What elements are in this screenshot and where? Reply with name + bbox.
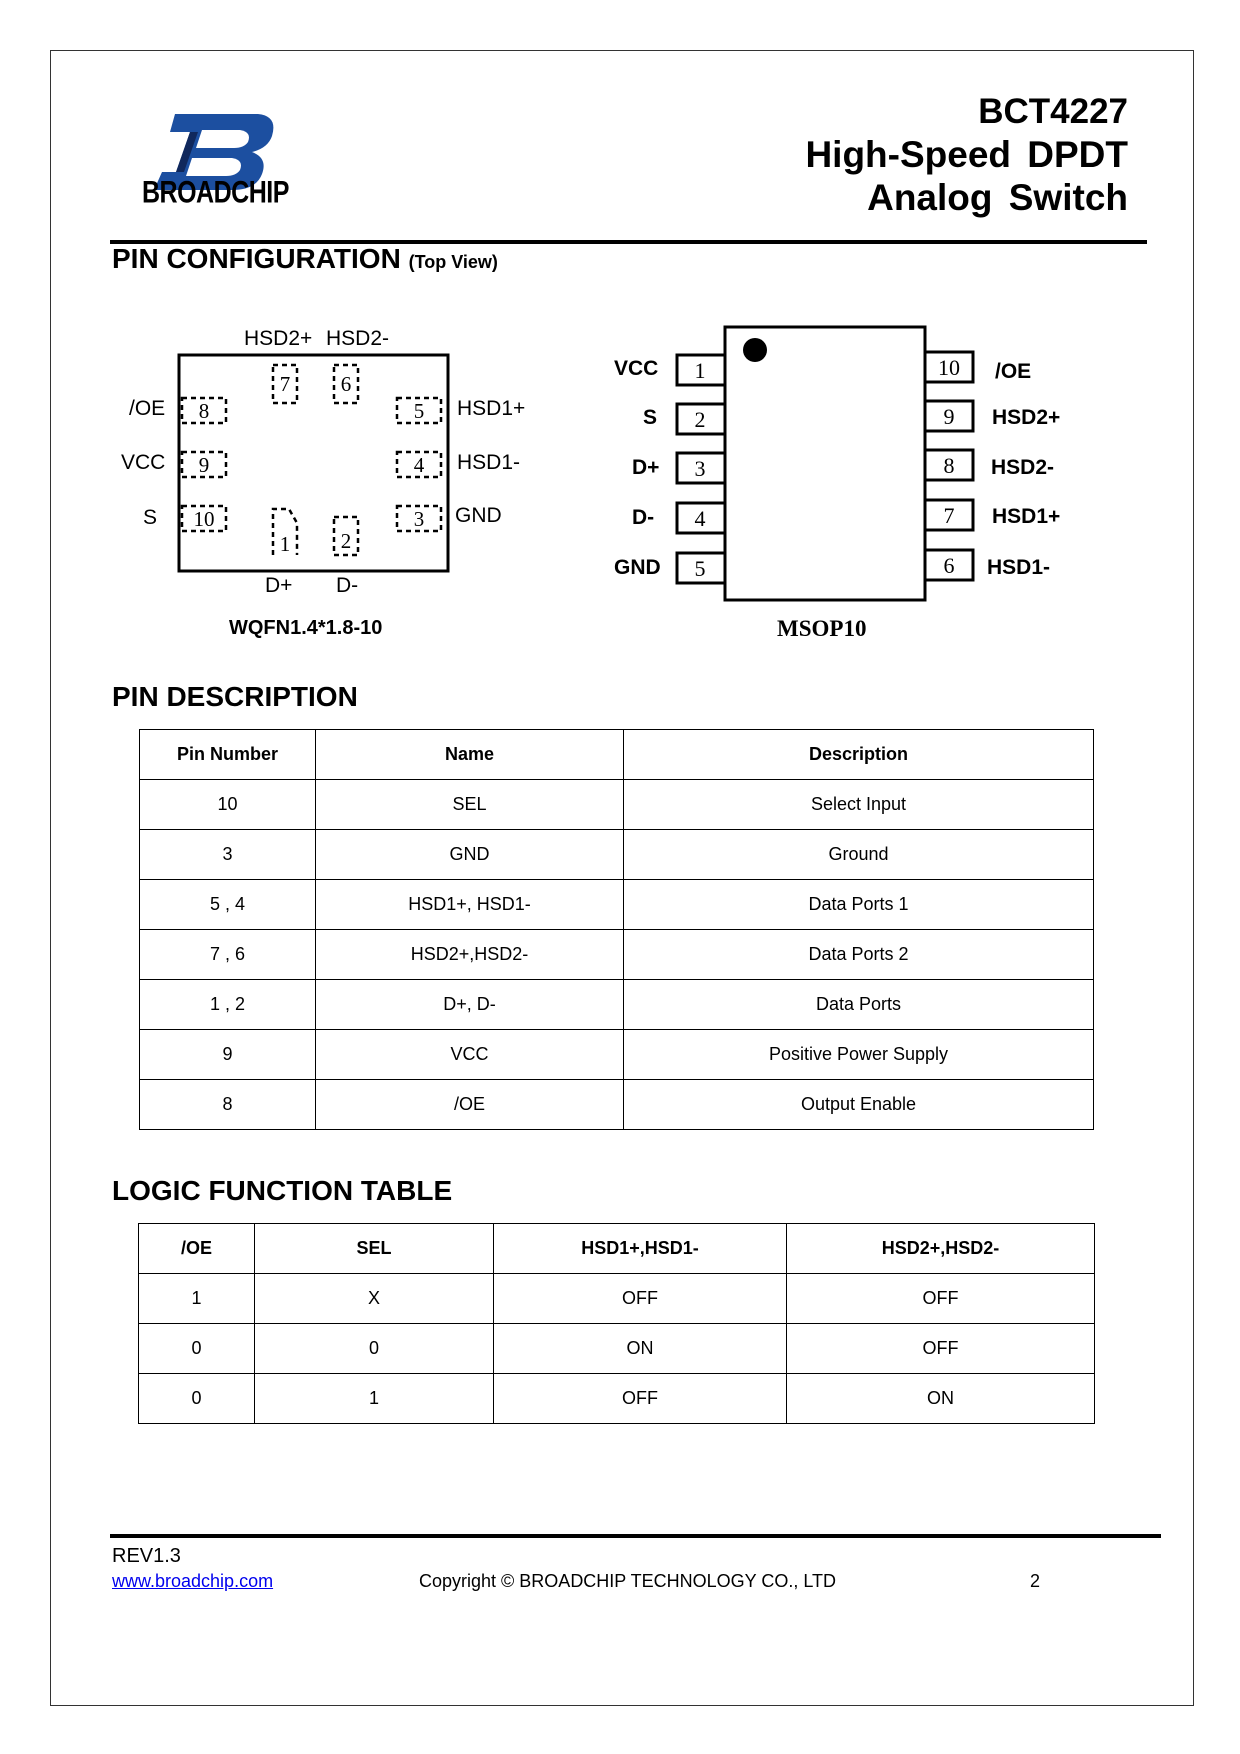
cell: 1 , 2 <box>140 980 316 1030</box>
msop-num-4: 4 <box>694 506 706 531</box>
wqfn-label-hsd1p: HSD1+ <box>457 397 526 420</box>
cell: ON <box>787 1374 1095 1424</box>
table-row <box>140 980 1094 1030</box>
msop-num-10: 10 <box>938 355 960 380</box>
cell: OFF <box>494 1274 787 1324</box>
cell: 1 <box>255 1374 494 1424</box>
page-number: 2 <box>1030 1571 1041 1591</box>
column-header: SEL <box>255 1224 494 1274</box>
pin-config-subheading: (Top View) <box>408 252 498 272</box>
wqfn-label-hsd2p: HSD2+ <box>244 327 313 350</box>
column-header: Description <box>624 730 1094 780</box>
website-link[interactable]: www.broadchip.com <box>112 1571 274 1591</box>
revision-label: REV1.3 <box>112 1545 181 1567</box>
wqfn-label-gnd: GND <box>455 504 502 527</box>
logic-table-heading: LOGIC FUNCTION TABLE <box>112 1175 453 1206</box>
cell: ON <box>494 1324 787 1374</box>
copyright-text: Copyright © BROADCHIP TECHNOLOGY CO., LTD <box>419 1571 837 1591</box>
msop-label-vcc: VCC <box>614 357 659 380</box>
cell: 10 <box>140 780 316 830</box>
wqfn-num-1: 1 <box>279 532 291 556</box>
cell: 0 <box>255 1324 494 1374</box>
msop-num-7: 7 <box>943 503 955 528</box>
msop-num-3: 3 <box>694 456 706 481</box>
cell: 9 <box>140 1030 316 1080</box>
pin-description-table <box>139 729 1094 1130</box>
wqfn-label-dm: D- <box>336 574 359 597</box>
msop-label-dm: D- <box>632 506 655 529</box>
cell: Data Ports 1 <box>624 880 1094 930</box>
msop-label-hsd1m: HSD1- <box>987 556 1051 579</box>
table-row <box>140 780 1094 830</box>
wqfn-num-6: 6 <box>340 372 352 396</box>
column-header: HSD1+,HSD1- <box>494 1224 787 1274</box>
msop-label-s: S <box>643 406 658 429</box>
cell: Data Ports <box>624 980 1094 1030</box>
wqfn-num-5: 5 <box>413 399 425 423</box>
msop-label-hsd2m: HSD2- <box>991 456 1055 479</box>
cell: OFF <box>787 1324 1095 1374</box>
title-line-2: Analog Switch <box>867 177 1128 218</box>
cell: 0 <box>139 1374 255 1424</box>
cell: X <box>255 1274 494 1324</box>
wqfn-num-9: 9 <box>198 453 210 477</box>
wqfn-label-hsd2m: HSD2- <box>326 327 390 350</box>
wqfn-num-4: 4 <box>413 453 425 477</box>
wqfn-label-s: S <box>143 506 158 529</box>
cell: OFF <box>494 1374 787 1424</box>
pin1-marker-icon <box>743 338 767 362</box>
table-row <box>140 1080 1094 1130</box>
cell: VCC <box>316 1030 624 1080</box>
msop-num-9: 9 <box>943 404 955 429</box>
table-header-row <box>139 1224 1095 1274</box>
cell: 5 , 4 <box>140 880 316 930</box>
cell: Ground <box>624 830 1094 880</box>
msop-label-hsd1p: HSD1+ <box>992 505 1061 528</box>
document-title <box>805 90 1128 219</box>
table-row <box>140 880 1094 930</box>
cell: GND <box>316 830 624 880</box>
logic-function-table <box>138 1223 1095 1424</box>
table-header-row <box>140 730 1094 780</box>
wqfn-package-name: WQFN1.4*1.8-10 <box>229 617 383 639</box>
table-row <box>140 930 1094 980</box>
footer-rule <box>110 1534 1161 1538</box>
column-header: Name <box>316 730 624 780</box>
wqfn-package-diagram <box>170 345 460 575</box>
cell: OFF <box>787 1274 1095 1324</box>
pin-config-heading <box>112 243 498 275</box>
wqfn-num-8: 8 <box>198 399 210 423</box>
part-number: BCT4227 <box>978 92 1128 131</box>
msop-num-6: 6 <box>943 553 955 578</box>
cell: 8 <box>140 1080 316 1130</box>
pin-description-heading: PIN DESCRIPTION <box>112 681 358 712</box>
msop-package-diagram <box>670 320 980 610</box>
cell: SEL <box>316 780 624 830</box>
cell: 1 <box>139 1274 255 1324</box>
table-row <box>139 1324 1095 1374</box>
title-line-1: High-Speed DPDT <box>805 134 1128 175</box>
cell: HSD1+, HSD1- <box>316 880 624 930</box>
msop-num-2: 2 <box>694 407 706 432</box>
wqfn-label-oe: /OE <box>129 397 166 420</box>
msop-num-1: 1 <box>694 358 706 383</box>
cell: Output Enable <box>624 1080 1094 1130</box>
brand-name: BROADCHIP <box>142 175 289 210</box>
msop-label-oe: /OE <box>995 360 1032 383</box>
cell: D+, D- <box>316 980 624 1030</box>
table-row <box>140 1030 1094 1080</box>
msop-label-gnd: GND <box>614 556 661 579</box>
cell: Select Input <box>624 780 1094 830</box>
table-row <box>140 830 1094 880</box>
cell: Positive Power Supply <box>624 1030 1094 1080</box>
column-header: Pin Number <box>140 730 316 780</box>
table-row <box>139 1374 1095 1424</box>
wqfn-num-10: 10 <box>193 507 215 531</box>
wqfn-num-7: 7 <box>279 372 291 396</box>
wqfn-label-hsd1m: HSD1- <box>457 451 521 474</box>
cell: HSD2+,HSD2- <box>316 930 624 980</box>
column-header: /OE <box>139 1224 255 1274</box>
cell: /OE <box>316 1080 624 1130</box>
cell: 0 <box>139 1324 255 1374</box>
cell: 7 , 6 <box>140 930 316 980</box>
msop-num-8: 8 <box>943 453 955 478</box>
wqfn-label-vcc: VCC <box>121 451 166 474</box>
cell: Data Ports 2 <box>624 930 1094 980</box>
msop-label-hsd2p: HSD2+ <box>992 406 1061 429</box>
cell: 3 <box>140 830 316 880</box>
wqfn-label-dp: D+ <box>265 574 293 597</box>
column-header: HSD2+,HSD2- <box>787 1224 1095 1274</box>
table-row <box>139 1274 1095 1324</box>
msop-num-5: 5 <box>694 556 706 581</box>
wqfn-num-3: 3 <box>413 507 425 531</box>
msop-label-dp: D+ <box>632 456 660 479</box>
wqfn-num-2: 2 <box>340 529 352 553</box>
msop-package-name: MSOP10 <box>777 616 867 641</box>
pin-config-heading-text: PIN CONFIGURATION <box>112 243 401 274</box>
